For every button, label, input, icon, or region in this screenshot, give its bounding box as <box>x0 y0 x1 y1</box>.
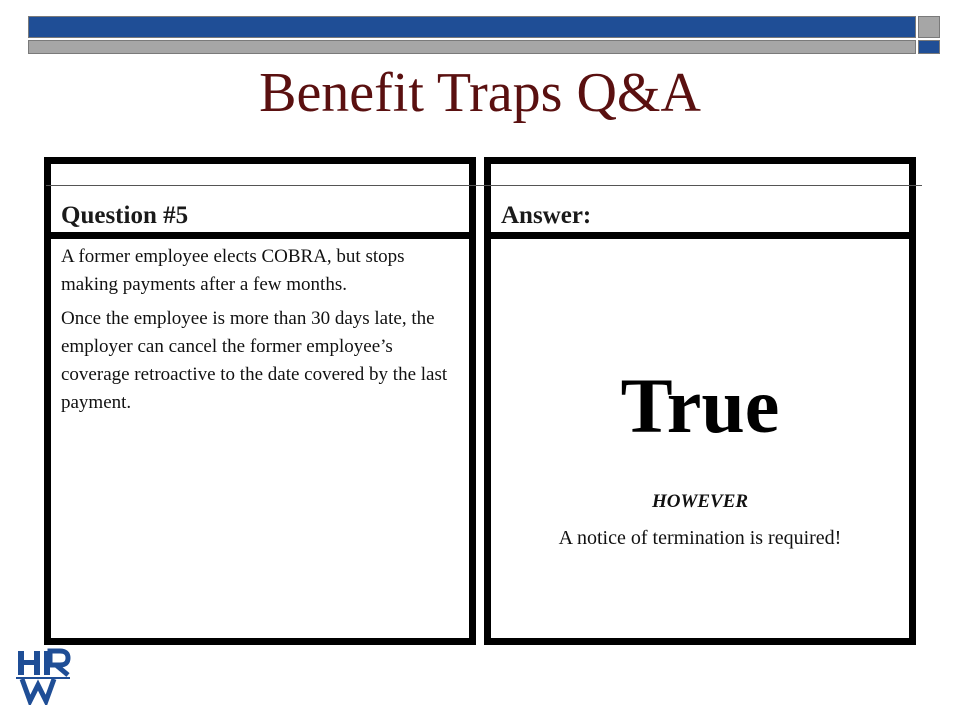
question-header-label: Question #5 <box>61 202 189 229</box>
answer-note: A notice of termination is required! <box>558 527 842 549</box>
header-square-gray <box>918 16 940 38</box>
slide-title: Benefit Traps Q&A <box>259 62 701 124</box>
divider-line <box>46 185 922 186</box>
answer-qualifier: HOWEVER <box>651 491 749 512</box>
question-body <box>51 239 469 638</box>
question-card <box>44 157 476 645</box>
answer-header <box>491 164 909 239</box>
header-square-blue <box>918 40 940 54</box>
header-bar-gray <box>28 40 916 54</box>
question-paragraph: Once the employee is more than 30 days late, the employer can cancel the former employee’s coverage retroactive to the date covered by the last payment. <box>61 308 448 413</box>
answer-body <box>491 239 909 638</box>
hrw-logo <box>14 647 72 705</box>
answer-verdict: True <box>620 362 780 449</box>
header-bar-blue <box>28 16 916 38</box>
answer-card <box>484 157 916 645</box>
question-header <box>51 164 469 239</box>
question-paragraph: A former employee elects COBRA, but stops making payments after a few months. <box>61 246 405 295</box>
answer-header-label: Answer: <box>501 202 592 229</box>
